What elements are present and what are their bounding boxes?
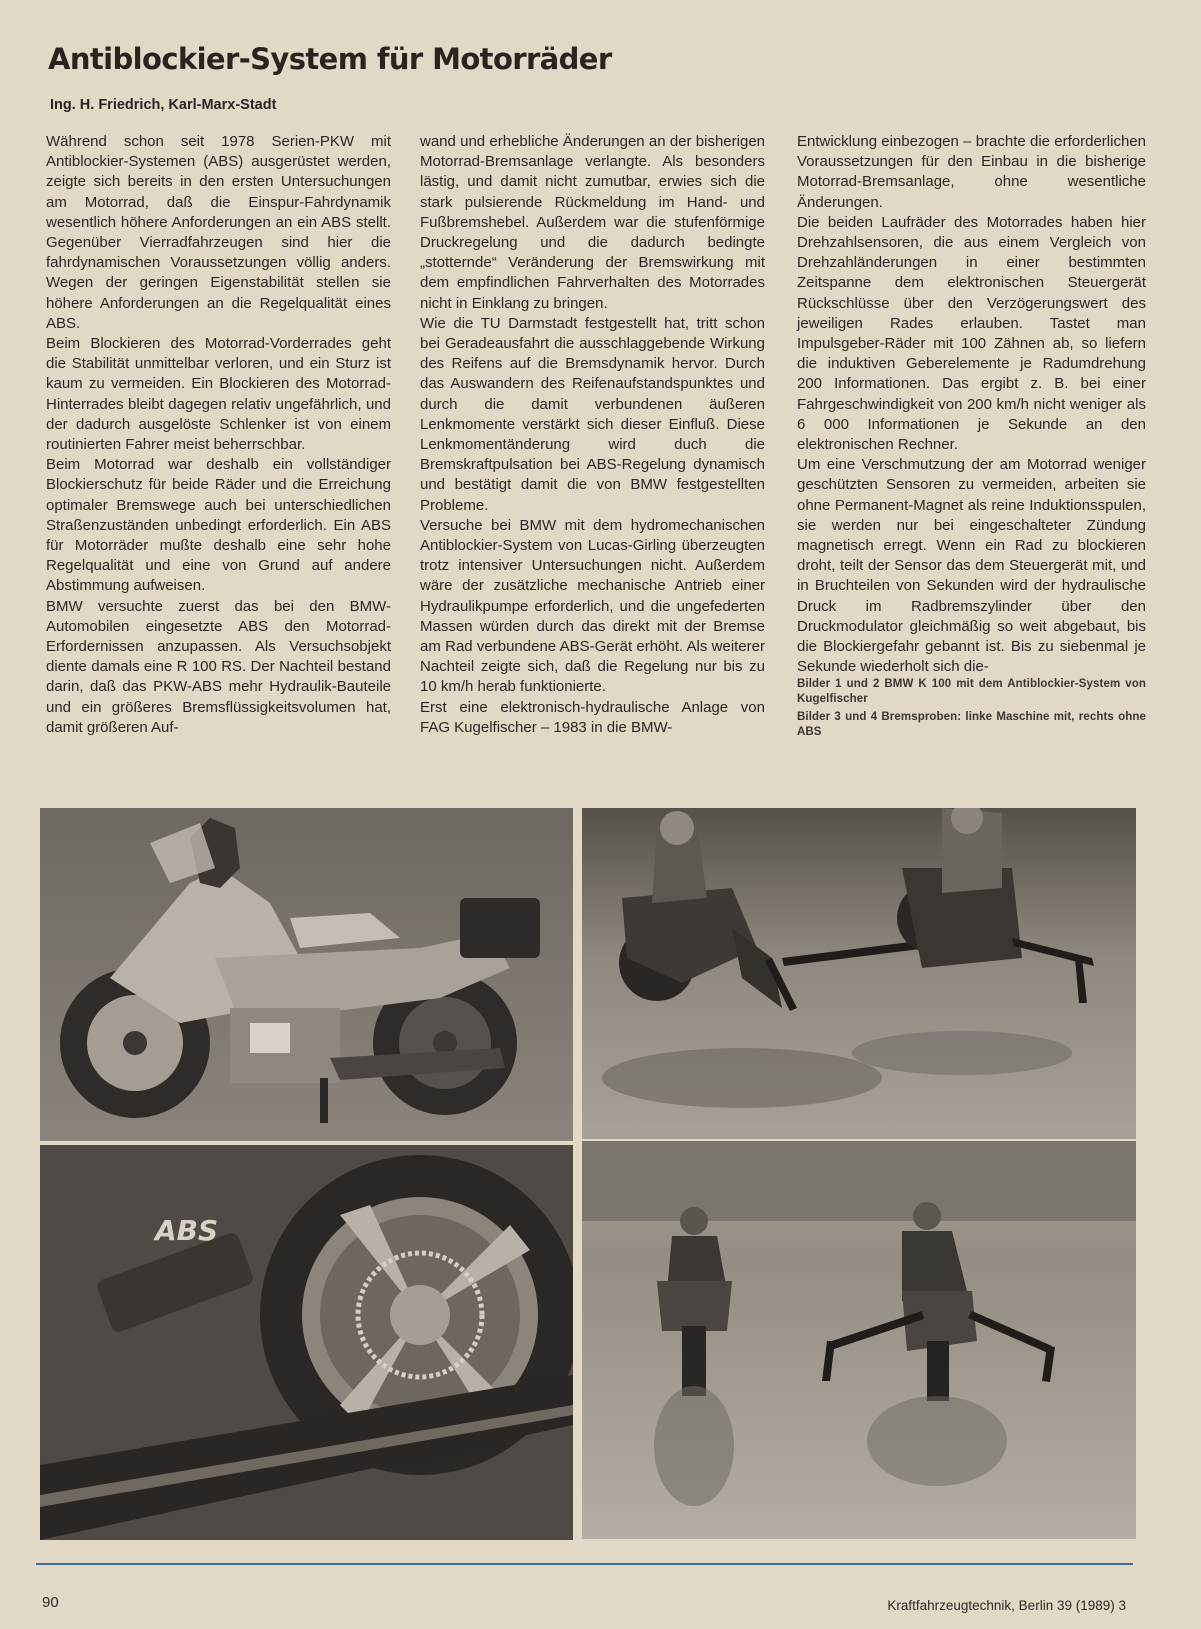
footer-rule: [36, 1563, 1133, 1565]
text-column-2: [420, 132, 765, 738]
braking-test-illustration-2: [582, 1141, 1136, 1539]
paragraph: Während schon seit 1978 Serien-PKW mit Antiblockier-Systemen (ABS) ausgerüstet werden, zeigte sich bereits in den ersten Untersuchungen am Motorrad, daß die Einspur-Fahrdynamik wesentlich höhere Anforderungen an ein ABS stellt. Gegenüber Vierradfahrzeugen sind hier die fahrdynamischen Voraussetzungen völlig anders. Wegen der geringen Eigenstabilität stellen sie höhere Anforderungen an die Regelqualität eines ABS.: [46, 133, 391, 332]
paragraph: Entwicklung einbezogen – brachte die erforderlichen Voraussetzungen für den Einbau in die bisherige Motorrad-Bremsanlage, ohne wesentliche Änderungen.: [797, 133, 1146, 211]
paragraph: Erst eine elektronisch-hydraulische Anlage von FAG Kugelfischer – 1983 in die BMW-: [420, 698, 765, 736]
figure-caption-3-4: Bilder 3 und 4 Bremsproben: linke Maschine mit, rechts ohne ABS: [797, 711, 1146, 739]
text-column-3: [797, 132, 1146, 740]
abs-closeup-illustration: [40, 1145, 573, 1540]
paragraph: BMW versuchte zuerst das bei den BMW-Automobilen eingesetzte ABS den Motorrad-Erfordernissen anzupassen. Als Versuchsobjekt diente damals eine R 100 RS. Der Nachteil bestand darin, daß das PKW-ABS mehr Hydraulik-Bauteile und ein größeres Bremsflüssigkeitsvolumen hat, damit größeren Auf-: [46, 597, 391, 736]
text-column-1: [46, 132, 391, 738]
figure-caption-1-2: Bilder 1 und 2 BMW K 100 mit dem Antiblockier-System von Kugelfischer: [797, 678, 1146, 706]
paragraph: Beim Blockieren des Motorrad-Vorderrades geht die Stabilität unmittelbar verloren, und ein Sturz ist kaum zu vermeiden. Ein Blockieren des Motorrad-Hinterrades bleibt dagegen relativ ungefährlich, und der dadurch ausgelöste Schlenker ist von einem routinierten Fahrer meist beherrschbar.: [46, 335, 391, 454]
journal-citation: Kraftfahrzeugtechnik, Berlin 39 (1989) 3: [887, 1598, 1126, 1613]
page-number: 90: [42, 1594, 59, 1611]
paragraph: Versuche bei BMW mit dem hydromechanischen Antiblockier-System von Lucas-Girling überzeugten trotz intensiver Untersuchungen nicht. Außerdem wäre der zusätzliche mechanische Antrieb einer Hydraulikpumpe erforderlich, und die ungefederten Massen würden durch das direkt mit der Bremse am Rad verbundene ABS-Gerät erhöht. Als weiterer Nachteil zeigte sich, daß die Regelung nur bis zu 10 km/h herab funktionierte.: [420, 516, 765, 696]
article-title: Antiblockier-System für Motorräder: [48, 42, 612, 76]
abs-label: ABS: [155, 1214, 219, 1247]
photo-braking-test-2: [582, 1141, 1136, 1539]
paragraph: Wie die TU Darmstadt festgestellt hat, tritt schon bei Geradeausfahrt die ausschlaggebende Wirkung des Reifens auf die Bremsdynamik hervor. Durch das Auswandern des Reifenaufstandspunktes und durch die damit verbundenen äußeren Lenkmomente verstärkt sich dieser Einfluß. Diese Lenkmomentänderung wird duch die Bremskraftpulsation bei ABS-Regelung dynamisch und bestätigt damit die von BMW festgestellten Probleme.: [420, 314, 765, 514]
photo-abs-wheel-closeup: [40, 1145, 573, 1540]
paragraph: Die beiden Laufräder des Motorrades haben hier Drehzahlsensoren, die aus einem Vergleich von Drehzahländerungen in einer bestimmten Zeitspanne dem elektronischen Steuergerät Rückschlüsse über den Verzögerungswert des jeweiligen Rades erlauben. Tastet man Impulsgeber-Räder mit 100 Zähnen ab, so liefern die induktiven Geberelemente je Radumdrehung 200 Informationen. Das ergibt z. B. bei einer Fahrgeschwindigkeit von 200 km/h nicht weniger als 6 000 Informationen je Sekunde an den elektronischen Rechner.: [797, 213, 1146, 454]
braking-test-illustration-1: [582, 808, 1136, 1139]
paragraph: Um eine Verschmutzung der am Motorrad weniger geschützten Sensoren zu vermeiden, arbeiten sie ohne Permanent-Magnet als reine Induktionsspulen, sie werden nur bei eingeschalteter Zündung magnetisch erregt. Wenn ein Rad zu blockieren droht, teilt der Sensor das dem Steuergerät mit, und in Bruchteilen von Sekunden wird der hydraulische Druck im Radbremszylinder über den Druckmodulator gleichmäßig so weit abgebaut, bis die Blockiergefahr gebannt ist. Bis zu siebenmal je Sekunde wiederholt sich die-: [797, 456, 1146, 676]
photo-bmw-k100-side: [40, 808, 573, 1141]
paragraph: Beim Motorrad war deshalb ein vollständiger Blockierschutz für beide Räder und die Erreichung optimaler Bremswege auch bei unterschiedlichen Straßenzuständen unbedingt erforderlich. Ein ABS für Motorräder mußte deshalb eine sehr hohe Regelqualität und eine von Grund auf andere Abstimmung aufweisen.: [46, 456, 391, 595]
paragraph: wand und erhebliche Änderungen an der bisherigen Motorrad-Bremsanlage verlangte. Als besonders lästig, und damit nicht zumutbar, erwies sich die stark pulsierende Rückmeldung im Hand- und Fußbremshebel. Außerdem war die stufenförmige Druckregelung und die dadurch bedingte „stotternde“ Veränderung der Bremswirkung mit dem empfindlichen Fahrverhalten des Motorrades nicht in Einklang zu bringen.: [420, 133, 765, 312]
photo-braking-test-1: [582, 808, 1136, 1139]
motorcycle-illustration: [40, 808, 573, 1141]
article-author: Ing. H. Friedrich, Karl-Marx-Stadt: [50, 97, 277, 113]
